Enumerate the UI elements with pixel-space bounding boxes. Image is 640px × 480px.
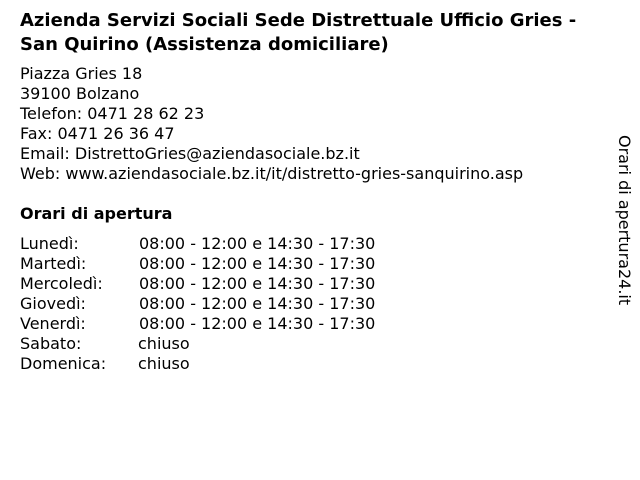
street-address: Piazza Gries 18 <box>20 64 143 83</box>
day-label: Venerdì: <box>20 314 86 333</box>
day-label: Martedì: <box>20 254 87 273</box>
website-address: Web: www.aziendasociale.bz.it/it/distretto-gries-sanquirino.asp <box>20 164 524 183</box>
city-address: 39100 Bolzano <box>20 84 140 103</box>
day-label: Lunedì: <box>20 234 79 253</box>
day-hours: 08:00 - 12:00 e 14:30 - 17:30 <box>139 274 376 293</box>
email-address: Email: DistrettoGries@aziendasociale.bz.it <box>20 144 360 163</box>
day-hours: chiuso <box>138 334 190 353</box>
day-hours: 08:00 - 12:00 e 14:30 - 17:30 <box>139 234 376 253</box>
day-label: Domenica: <box>20 354 107 373</box>
fax-number: Fax: 0471 26 36 47 <box>20 124 175 143</box>
day-label: Giovedì: <box>20 294 86 313</box>
day-label: Mercoledì: <box>20 274 103 293</box>
day-label: Sabato: <box>20 334 82 353</box>
watermark-text: Orari di apertura24.it <box>615 135 634 306</box>
day-hours: 08:00 - 12:00 e 14:30 - 17:30 <box>139 294 376 313</box>
address-block <box>20 64 523 184</box>
day-hours: chiuso <box>138 354 190 373</box>
hours-heading: Orari di apertura <box>20 204 173 223</box>
day-hours: 08:00 - 12:00 e 14:30 - 17:30 <box>139 314 376 333</box>
page-title: Azienda Servizi Sociali Sede Distrettuale Ufficio Gries - San Quirino (Assistenza domiciliare) <box>20 10 577 55</box>
day-hours: 08:00 - 12:00 e 14:30 - 17:30 <box>139 254 376 273</box>
phone-number: Telefon: 0471 28 62 23 <box>20 104 205 123</box>
